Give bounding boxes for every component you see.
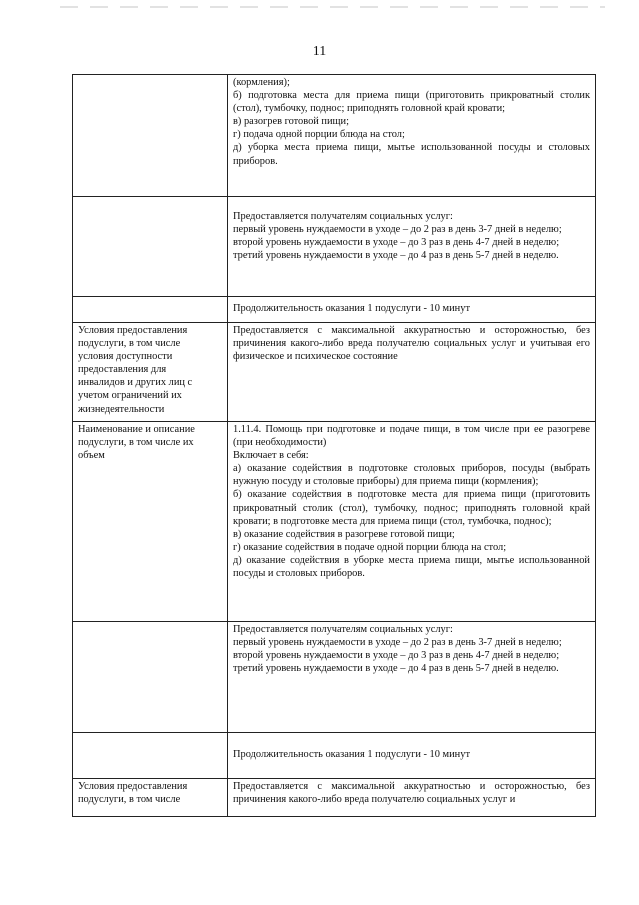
content-line: Включает в себя:	[233, 450, 309, 462]
content-line: (кормления);	[233, 77, 290, 88]
content-line: третий уровень нуждаемости в уходе – до 4 раз в день 5-7 дней в неделю.	[233, 250, 559, 262]
table-row	[73, 422, 596, 622]
content-line: второй уровень нуждаемости в уходе – до 3 раз в день 4-7 дней в неделю;	[233, 237, 560, 249]
scan-edge-artifact	[60, 6, 605, 8]
label-line: объем	[78, 450, 105, 462]
table-row	[73, 779, 596, 817]
row-content	[228, 622, 596, 733]
label-line: Условия предоставления	[78, 325, 188, 336]
label-line: учетом ограничений их	[78, 390, 182, 402]
content-line: б) подготовка места для приема пищи (приготовить прикроватный столик (стол), тумбочку, поднос; приподнять головной край кровати;	[233, 90, 590, 115]
row-label	[73, 75, 228, 197]
row-content	[228, 422, 596, 622]
content-line: Продолжительность оказания 1 подуслуги - 10 минут	[233, 302, 470, 314]
content-line: первый уровень нуждаемости в уходе – до 2 раз в день 3-7 дней в неделю;	[233, 637, 562, 649]
table-row	[73, 297, 596, 323]
label-line: условия доступности	[78, 351, 173, 363]
row-content	[228, 297, 596, 323]
row-label	[73, 297, 228, 323]
content-line: в) разогрев готовой пищи;	[233, 116, 350, 128]
label-line: подуслуги, в том числе	[78, 794, 181, 806]
table-row	[73, 323, 596, 422]
content-line: г) подача одной порции блюда на стол;	[233, 129, 405, 141]
label-line: предоставления для	[78, 364, 167, 376]
content-line: Предоставляется получателям социальных услуг:	[233, 211, 453, 222]
content-line: а) оказание содействия в подготовке столовых приборов, посуды (выбрать нужную посуду и столовые приборы) для приема пищи (кормления);	[233, 463, 590, 488]
row-content	[228, 75, 596, 197]
content-line: Продолжительность оказания 1 подуслуги - 10 минут	[233, 748, 470, 760]
row-label	[73, 323, 228, 422]
content-line: в) оказание содействия в разогреве готовой пищи;	[233, 528, 455, 540]
label-line: жизнедеятельности	[78, 403, 165, 415]
content-line: г) оказание содействия в подаче одной порции блюда на стол;	[233, 541, 507, 553]
label-line: подуслуги, в том числе	[78, 338, 181, 350]
table-row	[73, 197, 596, 297]
label-line: Наименование и описание	[78, 424, 195, 435]
content-line: д) уборка места приема пищи, мытье использованной посуды и столовых приборов.	[233, 142, 590, 167]
table-row	[73, 75, 596, 197]
content-line: третий уровень нуждаемости в уходе – до 4 раз в день 5-7 дней в неделю.	[233, 663, 559, 675]
content-line: Предоставляется с максимальной аккуратностью и осторожностью, без причинения какого-либо вреда получателю социальных услуг и	[233, 781, 590, 806]
services-table	[72, 74, 596, 817]
row-label	[73, 197, 228, 297]
row-label	[73, 622, 228, 733]
table-row	[73, 733, 596, 779]
row-content	[228, 779, 596, 817]
content-line: Предоставляется получателям социальных услуг:	[233, 624, 453, 635]
table-row	[73, 622, 596, 733]
label-line: подуслуги, в том числе их	[78, 437, 194, 449]
content-line: Предоставляется с максимальной аккуратностью и осторожностью, без причинения какого-либо вреда получателю социальных услуг и учитывая его физическое и психическое состояние	[233, 325, 590, 363]
content-line: первый уровень нуждаемости в уходе – до 2 раз в день 3-7 дней в неделю;	[233, 224, 562, 236]
label-line: Условия предоставления	[78, 781, 188, 792]
row-label	[73, 779, 228, 817]
content-line: б) оказание содействия в подготовке места для приема пищи (приготовить прикроватный столик (стол), тумбочку, поднос; приподнять головной край кровати; в подготовке места для приема пищи (стол, тумбочка, поднос);	[233, 489, 590, 527]
row-content	[228, 733, 596, 779]
content-line: 1.11.4. Помощь при подготовке и подаче пищи, в том числе при ее разогреве (при необходимости)	[233, 424, 590, 449]
row-content	[228, 323, 596, 422]
row-content	[228, 197, 596, 297]
row-label	[73, 422, 228, 622]
label-line: инвалидов и других лиц с	[78, 377, 193, 389]
content-line: д) оказание содействия в уборке места приема пищи, мытье использованной посуды и столовых приборов.	[233, 554, 590, 580]
row-label	[73, 733, 228, 779]
content-line: второй уровень нуждаемости в уходе – до 3 раз в день 4-7 дней в неделю;	[233, 650, 560, 662]
page-number: 11	[312, 44, 327, 59]
